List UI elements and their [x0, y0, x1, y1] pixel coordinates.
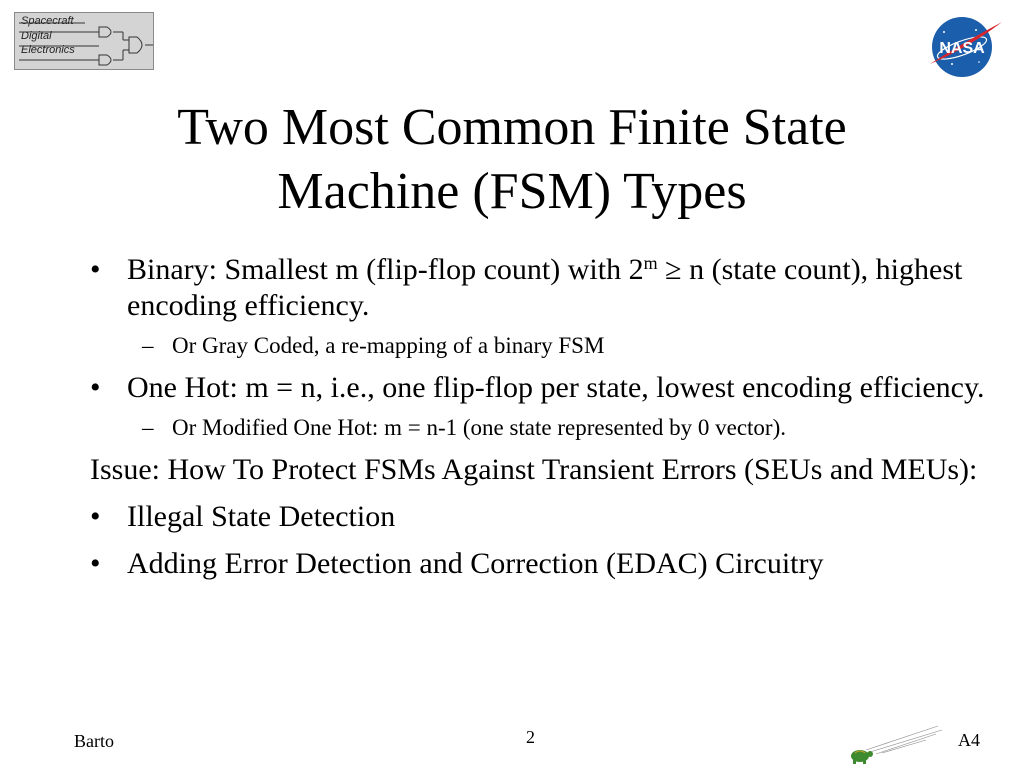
bullet-binary	[90, 252, 990, 324]
bullet-illegal-state	[90, 499, 990, 535]
nasa-logo-text: NASA	[939, 40, 985, 57]
bullet-binary-superscript: m	[643, 253, 658, 273]
bullet-edac	[90, 546, 990, 582]
bullet-symbol: •	[90, 547, 101, 580]
footer-author: Barto	[74, 731, 114, 751]
slide-content	[90, 252, 990, 593]
dash-symbol: –	[142, 333, 154, 358]
bullet-binary-text-post: ≥ n (state count), highest encoding efficiency.	[127, 253, 963, 322]
footer-page-number: 2	[526, 727, 535, 747]
bullet-one-hot	[90, 370, 990, 406]
sub-bullet-gray-coded-text: Or Gray Coded, a re-mapping of a binary FSM	[172, 333, 605, 358]
bullet-illegal-state-text: Illegal State Detection	[127, 500, 396, 533]
sub-bullet-modified-one-hot-text: Or Modified One Hot: m = n-1 (one state represented by 0 vector).	[172, 415, 786, 440]
bullet-symbol: •	[90, 371, 101, 404]
footer-slide-code: A4	[958, 730, 980, 750]
logo-line-2: Digital	[21, 30, 52, 42]
turtle-icon	[846, 720, 946, 766]
issue-paragraph: Issue: How To Protect FSMs Against Transient Errors (SEUs and MEUs):	[90, 453, 978, 486]
logo-line-3: Electronics	[21, 44, 75, 56]
bullet-binary-text-pre: Binary: Smallest m (flip-flop count) with 2	[127, 253, 644, 286]
title-line-1: Two Most Common Finite State	[177, 99, 847, 156]
sde-logo	[14, 12, 154, 70]
bullet-edac-text: Adding Error Detection and Correction (EDAC) Circuitry	[127, 547, 824, 580]
sub-bullet-gray-coded	[90, 332, 990, 360]
title-line-2: Machine (FSM) Types	[277, 163, 747, 220]
logo-line-1: Spacecraft	[21, 15, 74, 27]
slide-title	[40, 96, 984, 224]
bullet-symbol: •	[90, 253, 101, 286]
nasa-logo-icon	[924, 12, 1004, 82]
sub-bullet-modified-one-hot	[90, 414, 990, 442]
dash-symbol: –	[142, 415, 154, 440]
bullet-symbol: •	[90, 500, 101, 533]
bullet-one-hot-text: One Hot: m = n, i.e., one flip-flop per state, lowest encoding efficiency.	[127, 371, 985, 404]
